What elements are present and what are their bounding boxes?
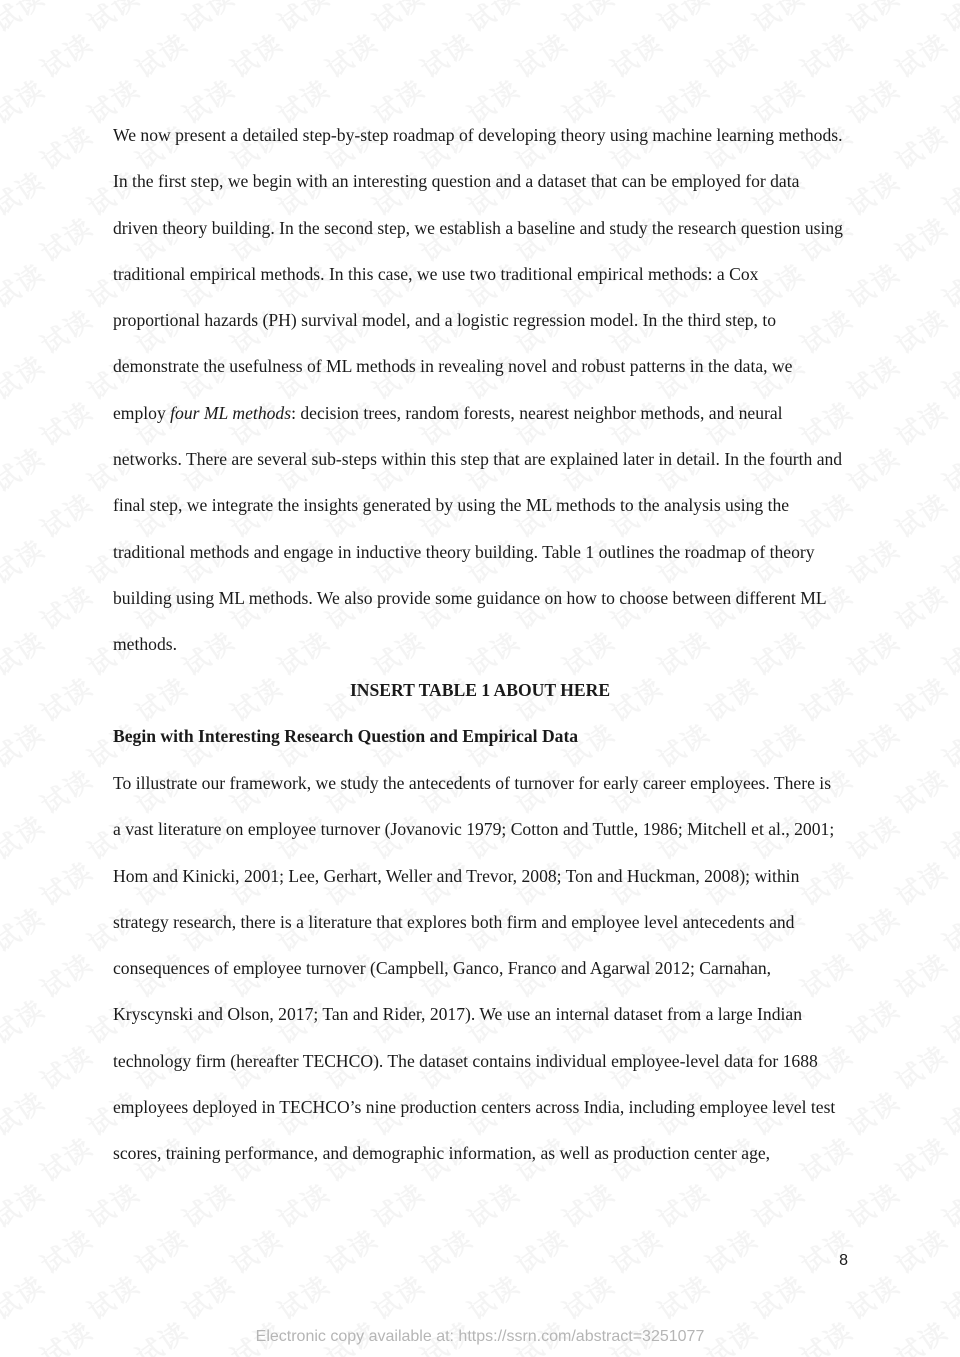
ssrn-footer: Electronic copy available at: https://ssrn.com/abstract=3251077 [255, 1328, 705, 1345]
roadmap-italic-phrase: four ML methods [170, 402, 292, 423]
roadmap-text-end: : decision trees, random forests, nearest neighbor methods, and neural networks. There are several sub-steps within this step that are explained later in detail. In the fourth and final step, we integrate the insights generated by using the ML methods to the analysis using the traditional methods and engage in inductive theory building. Table 1 outlines the roadmap of theory building using ML methods. We also provide some guidance on how to choose between different ML methods. [113, 402, 843, 655]
page-number: 8 [839, 1252, 848, 1269]
roadmap-text-start: We now present a detailed step-by-step roadmap of developing theory using machine learning methods. In the first step, we begin with an interesting question and a dataset that can be employed for data driven theory building. In the second step, we establish a baseline and study the research question using traditional empirical methods. In this case, we use two traditional empirical methods: a Cox proportional hazards (PH) survival model, and a logistic regression model. In the third step, to demonstrate the usefulness of ML methods in revealing novel and robust patterns in the data, we employ [113, 125, 843, 423]
insert-table-heading: INSERT TABLE 1 ABOUT HERE [349, 680, 611, 700]
framework-paragraph: To illustrate our framework, we study the antecedents of turnover for early career employees. There is a vast literature on employee turnover (Jovanovic 1979; Cotton and Tuttle, 1986; Mitchell et al., 2001; Hom and Kinicki, 2001; Lee, Gerhart, Weller and Trevor, 2008; Ton and Huckman, 2008); within strategy research, there is a literature that explores both firm and employee level antecedents and consequences of employee turnover (Campbell, Ganco, Franco and Agarwal 2012; Carnahan, Kryscynski and Olson, 2017; Tan and Rider, 2017). We use an internal dataset from a large Indian technology firm (hereafter TECHCO). The dataset contains individual employee-level data for 1688 employees deployed in TECHCO’s nine production centers across India, including employee level test scores, training performance, and demographic information, as well as production center age, [113, 773, 836, 1164]
section-heading: Begin with Interesting Research Question and Empirical Data [113, 726, 579, 746]
roadmap-paragraph [113, 112, 843, 668]
